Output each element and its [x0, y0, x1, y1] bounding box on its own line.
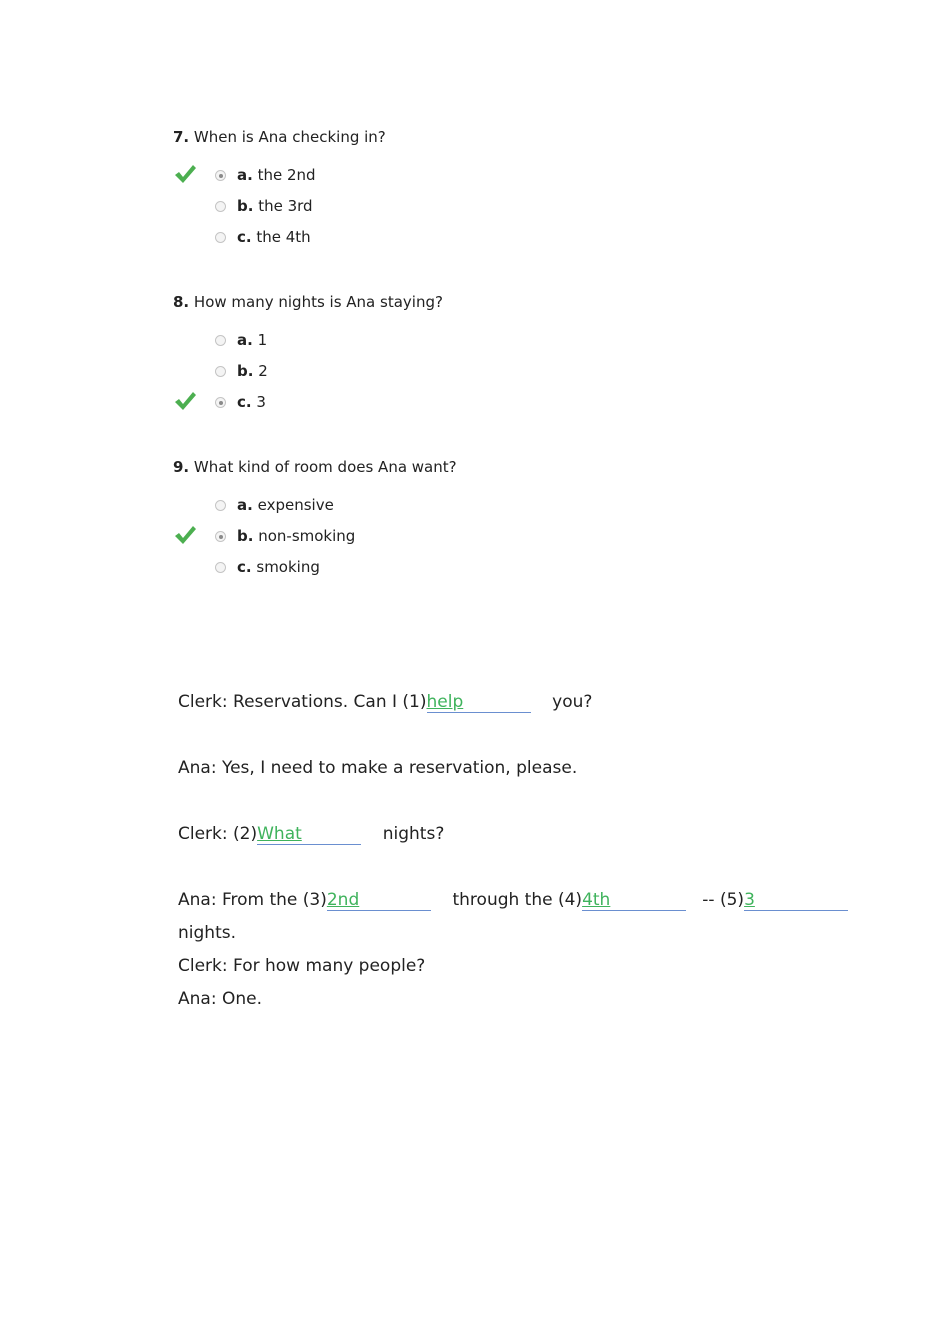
- quiz-questions: [173, 127, 873, 622]
- radio-button[interactable]: [215, 500, 226, 511]
- question-text: [173, 457, 873, 477]
- option-c[interactable]: [173, 555, 873, 586]
- option-label: 3: [256, 393, 266, 411]
- option-a[interactable]: [173, 163, 873, 194]
- radio-button[interactable]: [215, 170, 226, 181]
- answer-blank-5[interactable]: 3: [744, 890, 848, 911]
- options-list: [173, 493, 873, 586]
- option-label: expensive: [257, 496, 334, 514]
- question-prompt: What kind of room does Ana want?: [193, 458, 457, 476]
- option-b[interactable]: [173, 524, 873, 555]
- dialogue-line-4: Ana: From the (3)2nd through the (4)4th -- (5)3: [178, 888, 848, 912]
- option-label: the 2nd: [257, 166, 316, 184]
- radio-button[interactable]: [215, 531, 226, 542]
- option-c[interactable]: [173, 390, 873, 421]
- question-prompt: How many nights is Ana staying?: [193, 293, 443, 311]
- answer-blank-3[interactable]: 2nd: [327, 890, 431, 911]
- options-list: [173, 328, 873, 421]
- option-letter: a.: [237, 496, 253, 514]
- dialogue-line-5: nights.: [178, 923, 236, 943]
- option-letter: b.: [237, 527, 254, 545]
- radio-button[interactable]: [215, 366, 226, 377]
- radio-button[interactable]: [215, 201, 226, 212]
- dialogue-line-6: Clerk: For how many people?: [178, 956, 426, 976]
- dialogue-line-2: Ana: Yes, I need to make a reservation, please.: [178, 758, 578, 778]
- option-label: non-smoking: [258, 527, 356, 545]
- radio-button[interactable]: [215, 335, 226, 346]
- option-c[interactable]: [173, 225, 873, 256]
- option-letter: a.: [237, 331, 253, 349]
- question-7: [173, 127, 873, 256]
- option-label: 2: [258, 362, 268, 380]
- dialogue-line-3: Clerk: (2)What nights?: [178, 824, 445, 844]
- answer-blank-4[interactable]: 4th: [582, 890, 686, 911]
- question-prompt: When is Ana checking in?: [193, 128, 386, 146]
- option-a[interactable]: [173, 328, 873, 359]
- answer-blank-1[interactable]: help: [427, 692, 531, 713]
- option-label: 1: [257, 331, 268, 349]
- checkmark-icon: [173, 163, 197, 185]
- options-list: [173, 163, 873, 256]
- option-letter: c.: [237, 228, 252, 246]
- question-8: [173, 292, 873, 421]
- question-number: 7.: [173, 128, 190, 146]
- checkmark-icon: [173, 390, 197, 412]
- option-label: smoking: [256, 558, 320, 576]
- answer-blank-2[interactable]: What: [257, 824, 361, 845]
- option-letter: b.: [237, 362, 254, 380]
- radio-button[interactable]: [215, 397, 226, 408]
- option-letter: c.: [237, 558, 252, 576]
- question-9: [173, 457, 873, 586]
- option-b[interactable]: [173, 194, 873, 225]
- option-label: the 3rd: [258, 197, 313, 215]
- question-number: 8.: [173, 293, 190, 311]
- radio-button[interactable]: [215, 562, 226, 573]
- radio-button[interactable]: [215, 232, 226, 243]
- question-number: 9.: [173, 458, 190, 476]
- option-label: the 4th: [256, 228, 311, 246]
- checkmark-icon: [173, 524, 197, 546]
- question-text: [173, 292, 873, 312]
- option-letter: b.: [237, 197, 254, 215]
- option-b[interactable]: [173, 359, 873, 390]
- option-a[interactable]: [173, 493, 873, 524]
- option-letter: c.: [237, 393, 252, 411]
- dialogue-line-1: Clerk: Reservations. Can I (1)help you?: [178, 692, 593, 712]
- question-text: [173, 127, 873, 147]
- dialogue-line-7: Ana: One.: [178, 989, 262, 1009]
- option-letter: a.: [237, 166, 253, 184]
